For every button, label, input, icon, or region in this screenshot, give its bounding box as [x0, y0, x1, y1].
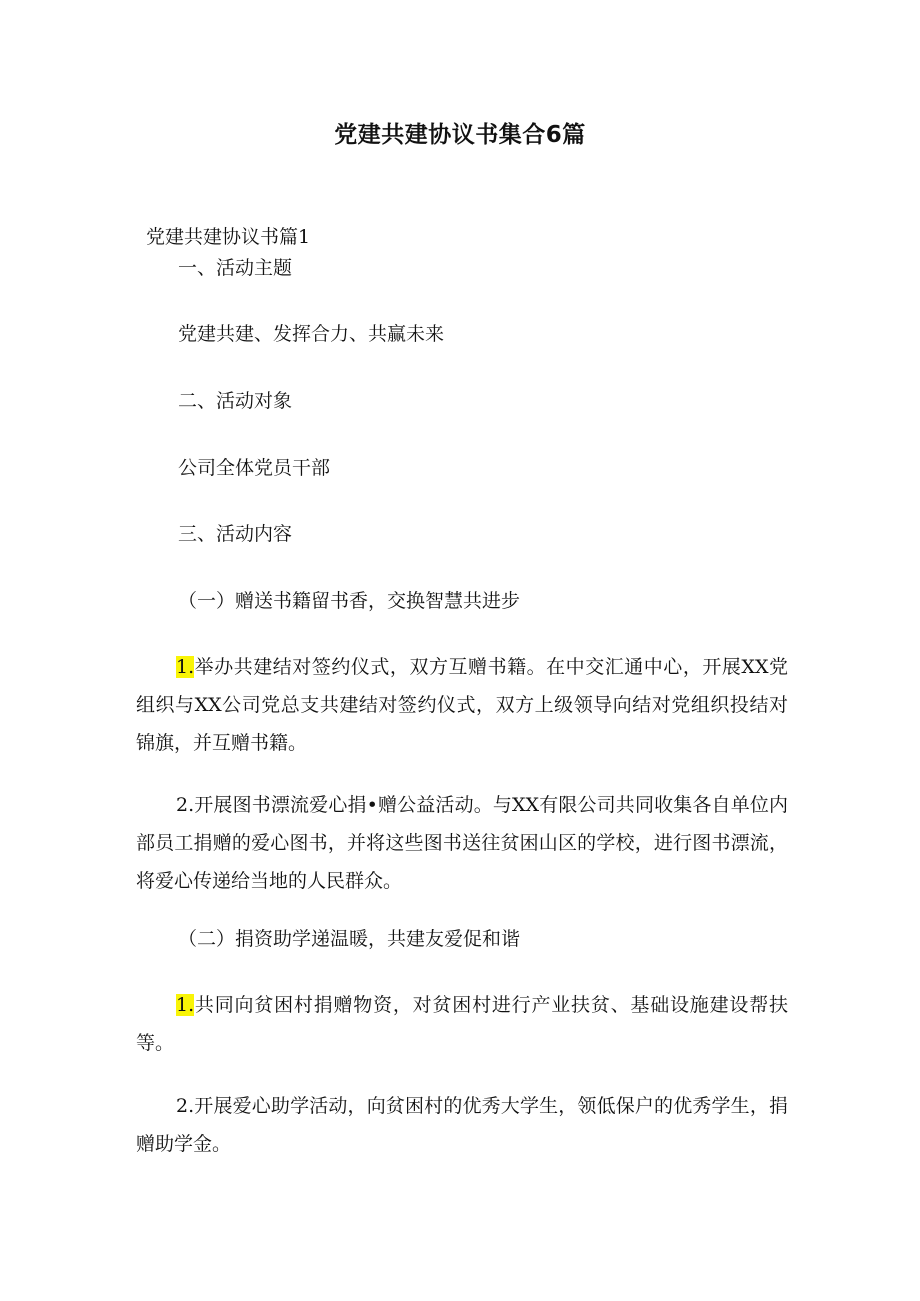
item-number-highlight: 1. [176, 656, 195, 678]
document-title: 党建共建协议书集合6篇 [334, 122, 586, 148]
activity-theme-text: 党建共建、发挥合力、共赢未来 [178, 323, 445, 345]
paragraph-text: 开展图书漂流爱心捐•赠公益活动。与XX有限公司共同收集各自单位内部员工捐赠的爱心图书，并将这些图书送往贫困山区的学校，进行图书漂流，将爱心传递给当地的人民群众。 [136, 794, 788, 892]
heading-activity-theme: 一、活动主题 [178, 257, 293, 279]
item-number: 2. [176, 1095, 195, 1117]
subsection-title-2: （二）捐资助学递温暖，共建友爱促和谐 [178, 928, 521, 950]
subsection-title-1: （一）赠送书籍留书香，交换智慧共进步 [178, 590, 521, 612]
item-number: 2. [176, 794, 195, 816]
paragraph-text: 开展爱心助学活动，向贫困村的优秀大学生，领低保户的优秀学生，捐赠助学金。 [136, 1095, 788, 1155]
heading-activity-target: 二、活动对象 [178, 390, 293, 412]
paragraph-sub1-item2 [136, 786, 788, 900]
paragraph-sub2-item1 [136, 986, 788, 1062]
heading-activity-content: 三、活动内容 [178, 523, 293, 545]
paragraph-sub1-item1 [136, 648, 788, 762]
paragraph-text: 共同向贫困村捐赠物资，对贫困村进行产业扶贫、基础设施建设帮扶等。 [136, 994, 788, 1054]
item-number-highlight: 1. [176, 994, 195, 1016]
paragraph-sub2-item2 [136, 1087, 788, 1163]
activity-target-text: 公司全体党员干部 [178, 457, 331, 479]
section-heading: 党建共建协议书篇1 [146, 226, 311, 248]
paragraph-text: 举办共建结对签约仪式，双方互赠书籍。在中交汇通中心，开展XX党组织与XX公司党总支共建结对签约仪式，双方上级领导向结对党组织投结对锦旗，并互赠书籍。 [136, 656, 788, 754]
